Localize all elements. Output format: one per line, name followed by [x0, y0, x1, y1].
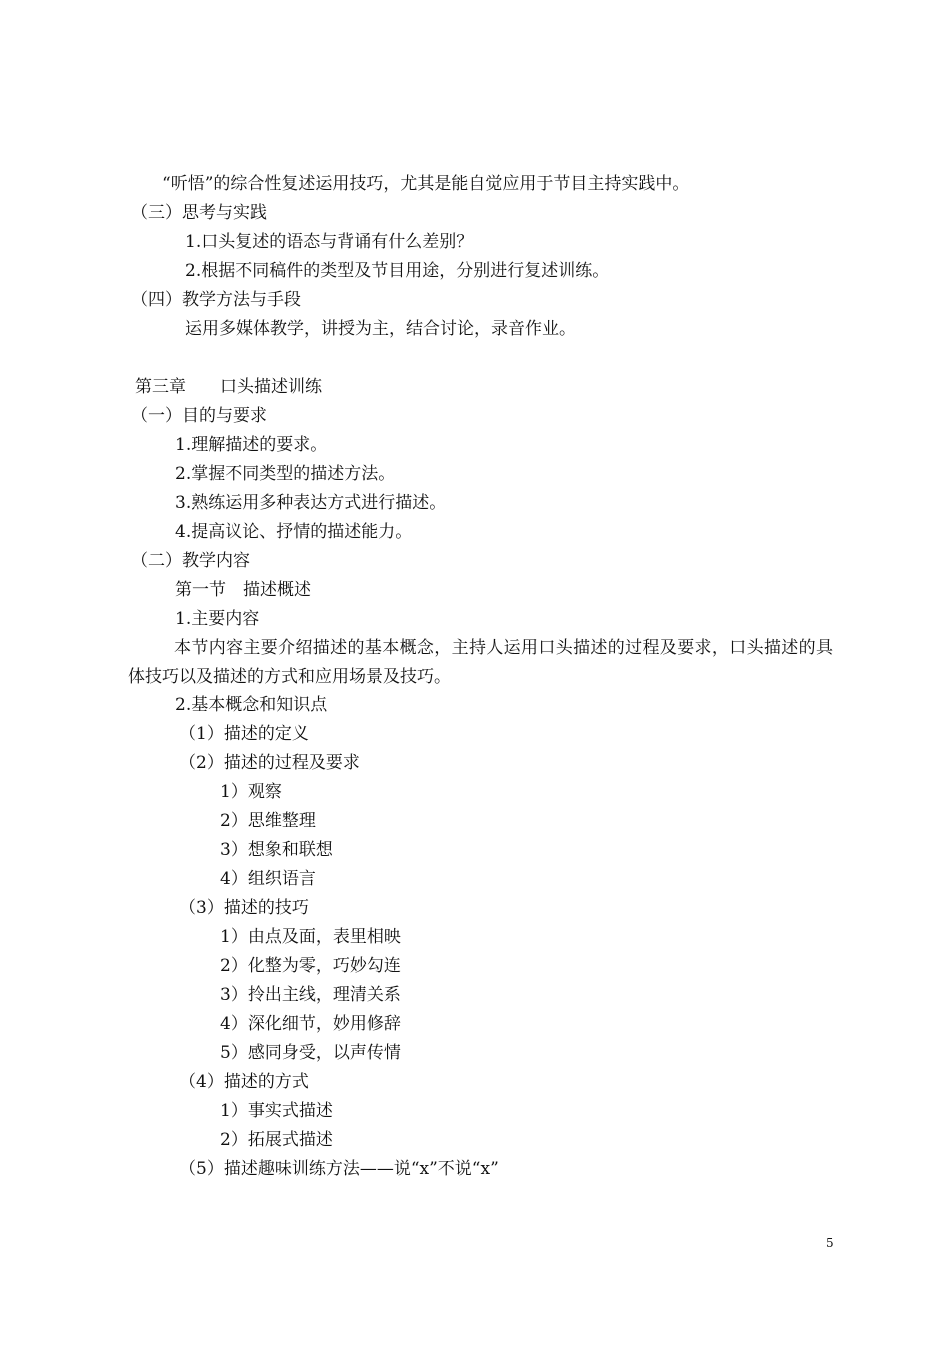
- technique-2: 2）化整为零，巧妙勾连: [220, 956, 401, 976]
- goal-item-4: 4.提高议论、抒情的描述能力。: [175, 522, 413, 542]
- list-item-1: 1.口头复述的语态与背诵有什么差别？: [185, 232, 474, 252]
- subheading-main-content: 1.主要内容: [175, 609, 260, 629]
- process-step-1: 1）观察: [220, 782, 282, 802]
- list-item-2: 2.根据不同稿件的类型及节目用途，分别进行复述训练。: [185, 261, 610, 281]
- technique-3: 3）拎出主线，理清关系: [220, 985, 401, 1005]
- concept-item-4: （4）描述的方式: [179, 1072, 309, 1092]
- heading-methods: （四）教学方法与手段: [131, 290, 301, 310]
- technique-4: 4）深化细节，妙用修辞: [220, 1014, 401, 1034]
- process-step-4: 4）组织语言: [220, 869, 316, 889]
- text-line-continuation: “听悟”的综合性复述运用技巧，尤其是能自觉应用于节目主持实践中。: [162, 174, 690, 194]
- technique-1: 1）由点及面，表里相映: [220, 927, 401, 947]
- technique-5: 5）感同身受，以声传情: [220, 1043, 401, 1063]
- process-step-3: 3）想象和联想: [220, 840, 333, 860]
- concept-item-2: （2）描述的过程及要求: [179, 753, 360, 773]
- process-step-2: 2）思维整理: [220, 811, 316, 831]
- concept-item-1: （1）描述的定义: [179, 724, 309, 744]
- page-number: 5: [826, 1236, 834, 1250]
- heading-goals: （一）目的与要求: [131, 406, 267, 426]
- mode-2: 2）拓展式描述: [220, 1130, 333, 1150]
- concept-item-5: （5）描述趣味训练方法——说“x”不说“x”: [179, 1159, 499, 1179]
- heading-think-and-practice: （三）思考与实践: [131, 203, 267, 223]
- subheading-concepts: 2.基本概念和知识点: [175, 695, 328, 715]
- goal-item-2: 2.掌握不同类型的描述方法。: [175, 464, 396, 484]
- chapter-title: 第三章 口头描述训练: [135, 377, 322, 397]
- paragraph-main-content: 本节内容主要介绍描述的基本概念，主持人运用口头描述的过程及要求，口头描述的具体技巧以及描述的方式和应用场景及技巧。: [128, 638, 833, 687]
- goal-item-3: 3.熟练运用多种表达方式进行描述。: [175, 493, 447, 513]
- mode-1: 1）事实式描述: [220, 1101, 333, 1121]
- section-title: 第一节 描述概述: [175, 580, 311, 600]
- concept-item-3: （3）描述的技巧: [179, 898, 309, 918]
- text-line-methods: 运用多媒体教学，讲授为主，结合讨论，录音作业。: [185, 319, 576, 339]
- goal-item-1: 1.理解描述的要求。: [175, 435, 328, 455]
- heading-content: （二）教学内容: [131, 551, 250, 571]
